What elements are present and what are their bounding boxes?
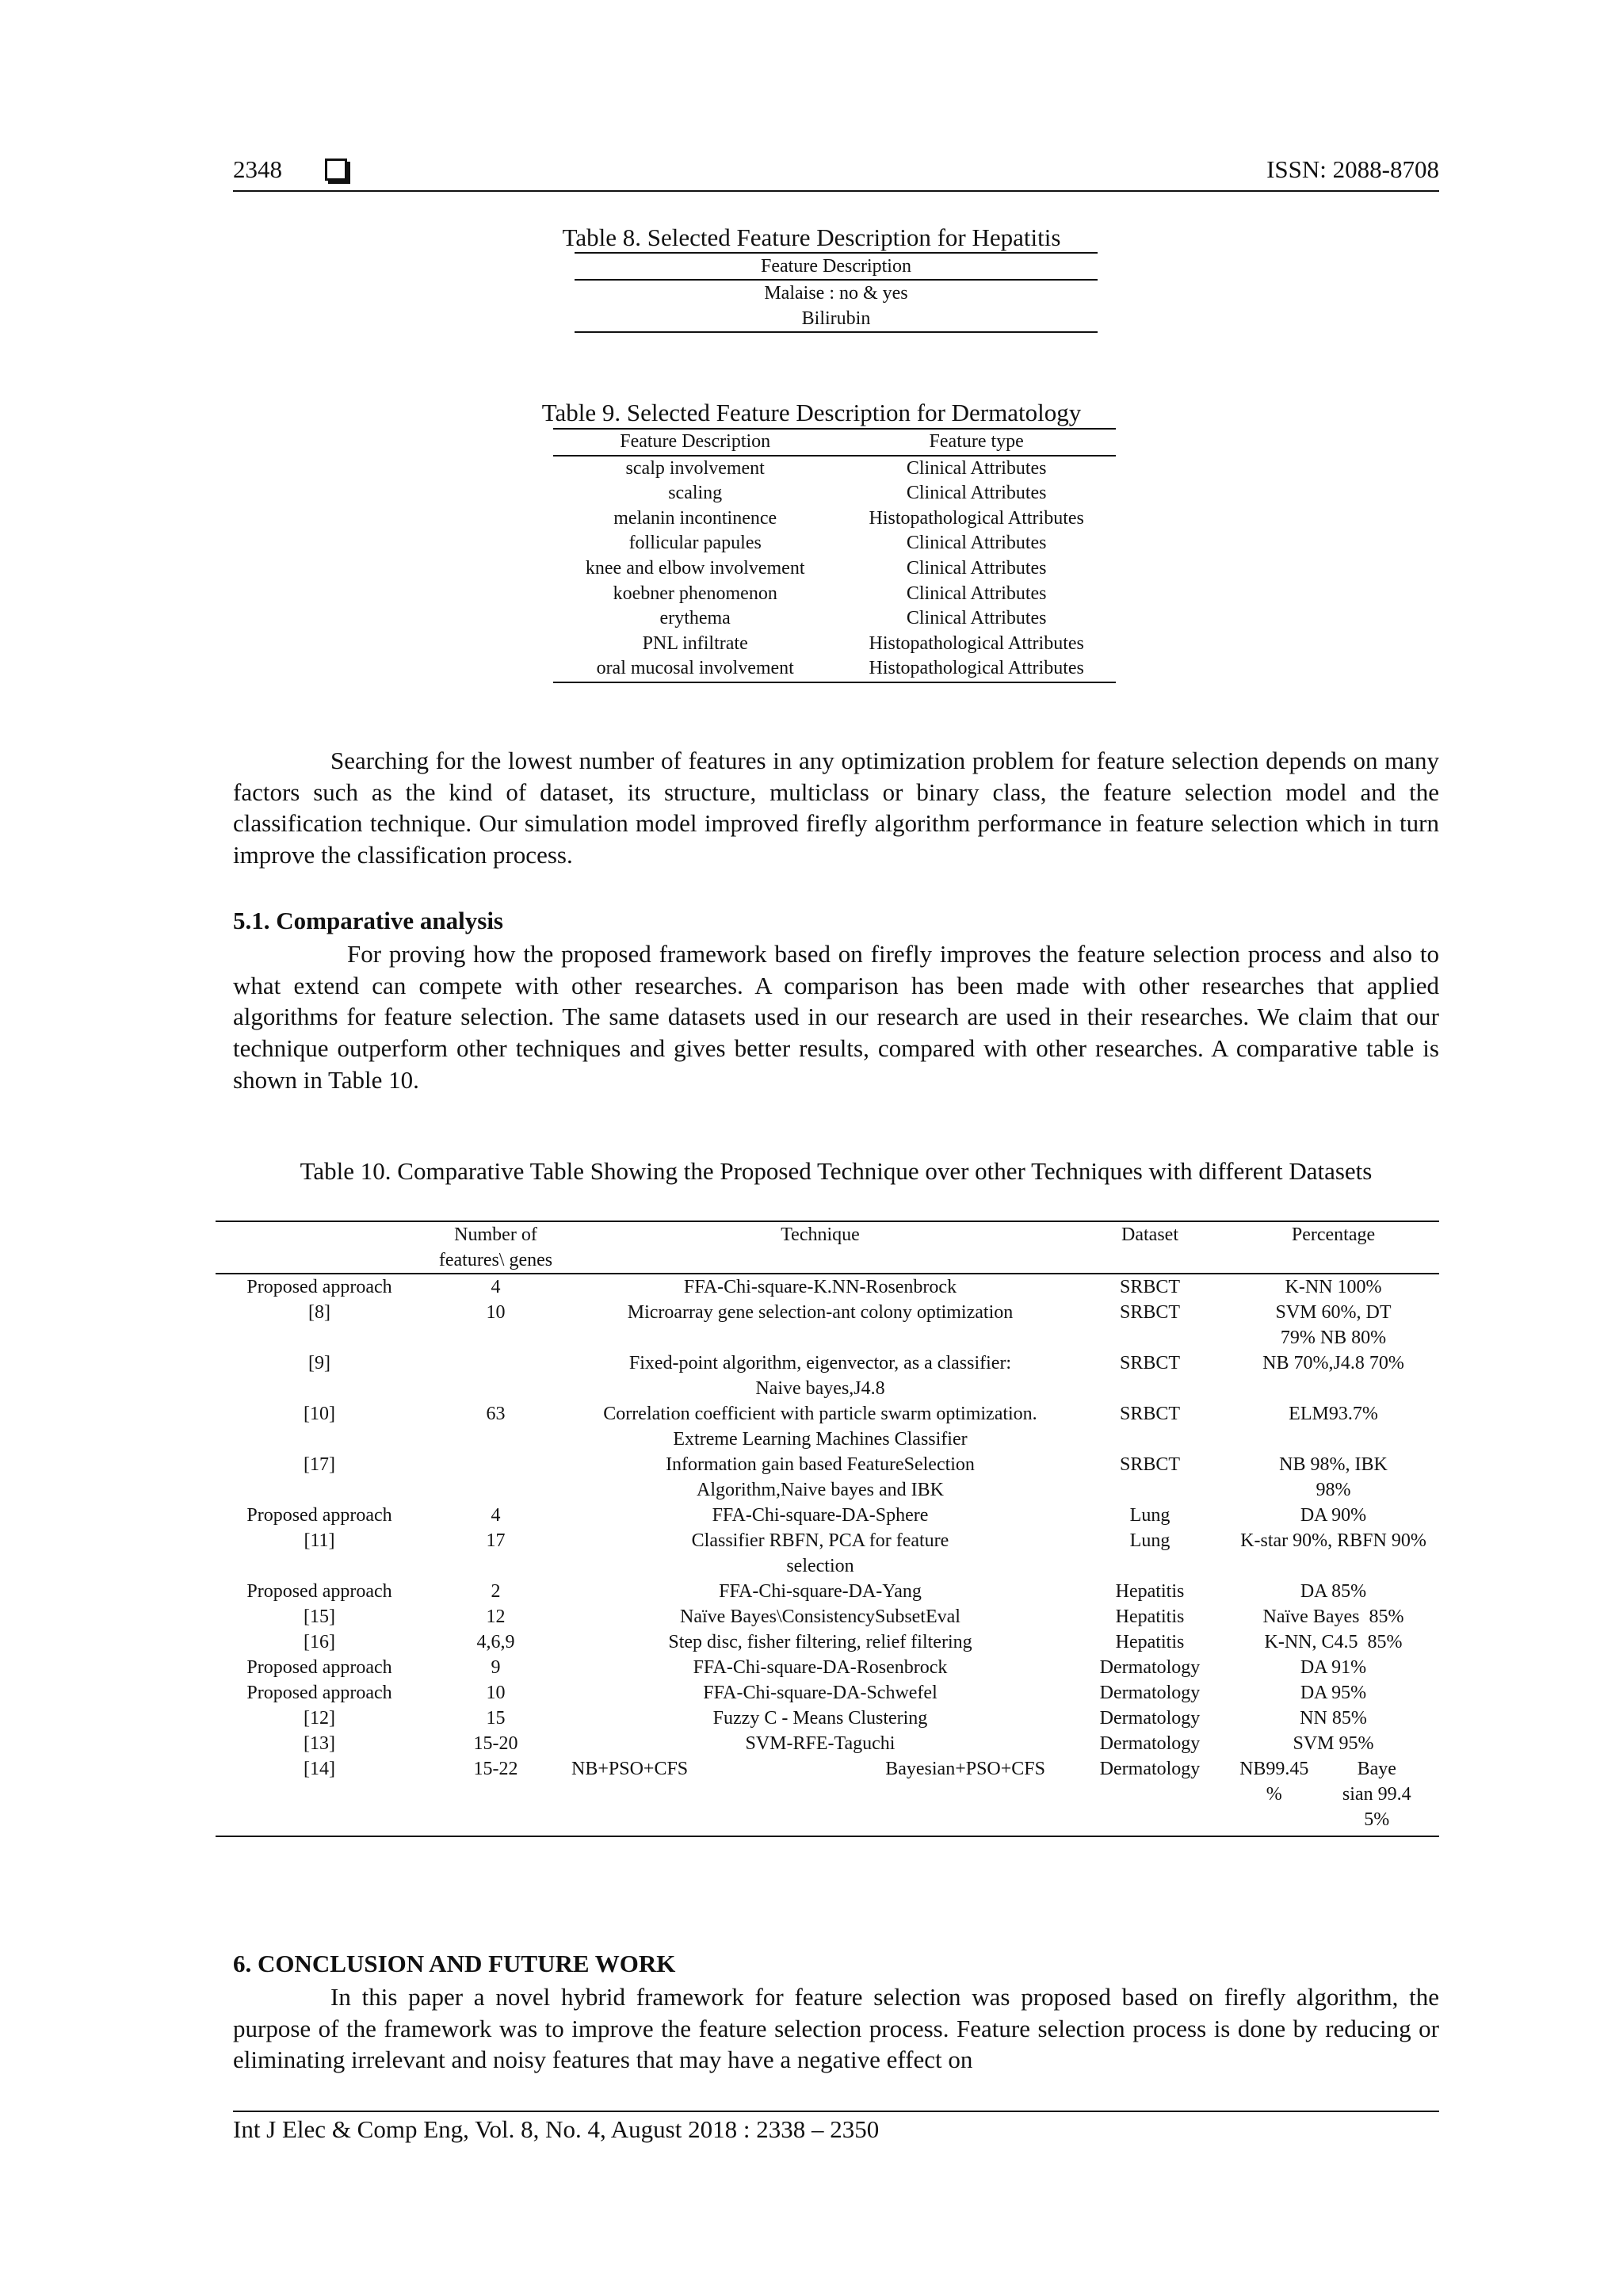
- table-row: [216, 1350, 1439, 1401]
- dataset-cell: SRBCT: [1119, 1302, 1181, 1323]
- percentage-cell: K-NN, C4.5 85%: [1264, 1632, 1403, 1652]
- dataset-cell: Hepatitis: [1115, 1581, 1185, 1602]
- dataset-cell: SRBCT: [1119, 1353, 1181, 1373]
- percentage-cell: DA 90%: [1300, 1505, 1367, 1526]
- technique-cell: FFA-Chi-square-DA-Yang: [719, 1581, 922, 1602]
- features-cell: 15: [486, 1708, 506, 1729]
- table10: [216, 1221, 1439, 1837]
- technique-part: Bayesian+PSO+CFS: [885, 1759, 1045, 1779]
- dataset-cell: Hepatitis: [1115, 1606, 1185, 1627]
- features-cell: 10: [486, 1302, 506, 1323]
- table9-header: Feature Description: [553, 429, 837, 456]
- ref-cell: [17]: [304, 1454, 335, 1475]
- features-cell: 9: [491, 1657, 501, 1678]
- ref-cell: [12]: [304, 1708, 335, 1729]
- table9-cell: Clinical Attributes: [906, 557, 1047, 579]
- ref-cell: [16]: [304, 1632, 335, 1652]
- features-cell: 15-22: [473, 1759, 518, 1779]
- table9-cell: Clinical Attributes: [906, 533, 1047, 554]
- table9-caption: Table 9. Selected Feature Description for Dermatology: [541, 399, 1082, 426]
- features-cell: 15-20: [473, 1733, 518, 1754]
- table10-header: Technique: [568, 1221, 1072, 1274]
- table9: [553, 428, 1116, 683]
- dataset-cell: SRBCT: [1119, 1404, 1181, 1424]
- table-row: [216, 1706, 1439, 1731]
- percentage-cell: SVM 60%, DT 79% NB 80%: [1275, 1302, 1392, 1348]
- features-cell: 10: [486, 1683, 506, 1703]
- table10-caption: Table 10. Comparative Table Showing the Proposed Technique over other Techniques with different Datasets: [300, 1157, 1373, 1185]
- table8: [575, 252, 1098, 333]
- table9-cell: Clinical Attributes: [906, 457, 1047, 479]
- dataset-cell: Dermatology: [1099, 1759, 1201, 1779]
- dataset-cell: Lung: [1129, 1530, 1170, 1551]
- technique-cell: [568, 1756, 1072, 1836]
- table8-caption: Table 8. Selected Feature Description for Hepatitis: [562, 223, 1061, 251]
- dataset-cell: SRBCT: [1119, 1277, 1181, 1297]
- table-row: [216, 1629, 1439, 1655]
- table9-cell: melanin incontinence: [613, 507, 777, 529]
- dataset-cell: SRBCT: [1119, 1454, 1181, 1475]
- table9-cell: Histopathological Attributes: [869, 632, 1084, 654]
- dataset-cell: Dermatology: [1099, 1657, 1201, 1678]
- percentage-cell: ELM93.7%: [1289, 1404, 1378, 1424]
- features-cell: [423, 1350, 568, 1401]
- table9-cell: Histopathological Attributes: [869, 507, 1084, 529]
- table10-header: Dataset: [1072, 1221, 1228, 1274]
- table-row: [216, 1401, 1439, 1452]
- page-footer: Int J Elec & Comp Eng, Vol. 8, No. 4, August 2018 : 2338 – 2350: [233, 2111, 1439, 2144]
- table9-cell: Clinical Attributes: [906, 483, 1047, 504]
- table10-header: [216, 1221, 423, 1274]
- ref-cell: [11]: [304, 1530, 335, 1551]
- percentage-cell: DA 91%: [1300, 1657, 1367, 1678]
- issn: ISSN: 2088-8708: [1266, 155, 1439, 183]
- dataset-cell: Hepatitis: [1115, 1632, 1185, 1652]
- table9-cell: knee and elbow involvement: [585, 557, 805, 579]
- percentage-cell: NN 85%: [1300, 1708, 1367, 1729]
- table-row: [216, 1579, 1439, 1604]
- percentage-part: Baye sian 99.4 5%: [1342, 1759, 1411, 1830]
- technique-cell: Naïve Bayes\ConsistencySubsetEval: [680, 1606, 960, 1627]
- percentage-cell: NB 98%, IBK 98%: [1279, 1454, 1388, 1500]
- table9-cell: Clinical Attributes: [906, 583, 1047, 604]
- dataset-cell: Dermatology: [1099, 1733, 1201, 1754]
- ref-cell: [8]: [308, 1302, 330, 1323]
- technique-part: NB+PSO+CFS: [571, 1759, 689, 1779]
- table-row: [216, 1452, 1439, 1503]
- ref-cell: [13]: [304, 1733, 335, 1754]
- table9-cell: follicular papules: [628, 533, 762, 554]
- ref-cell: [9]: [308, 1353, 330, 1373]
- body-paragraph: For proving how the proposed framework based on firefly improves the feature selection process and also to what extend can compete with other researches. A comparison has been made with other researches that applied algorithms for feature selection. The same datasets used in our research are used in their researches. We claim that our technique outperform other techniques and gives better results, compared with other researches. A comparative table is shown in Table 10.: [233, 940, 1439, 1094]
- dataset-cell: Dermatology: [1099, 1708, 1201, 1729]
- ref-cell: Proposed approach: [246, 1581, 392, 1602]
- box-icon: [325, 159, 347, 181]
- technique-cell: FFA-Chi-square-DA-Schwefel: [703, 1683, 938, 1703]
- table-row: [216, 1274, 1439, 1300]
- features-cell: 4,6,9: [476, 1632, 515, 1652]
- page-header: [233, 155, 1439, 192]
- ref-cell: Proposed approach: [246, 1657, 392, 1678]
- table9-cell: Histopathological Attributes: [837, 656, 1116, 682]
- features-cell: 17: [486, 1530, 506, 1551]
- technique-cell: Fixed-point algorithm, eigenvector, as a classifier: Naive bayes,J4.8: [628, 1353, 1012, 1399]
- technique-cell: Correlation coefficient with particle swarm optimization. Extreme Learning Machines Classifier: [603, 1404, 1037, 1450]
- features-cell: 2: [491, 1581, 501, 1602]
- technique-cell: Step disc, fisher filtering, relief filtering: [668, 1632, 972, 1652]
- ref-cell: Proposed approach: [246, 1505, 392, 1526]
- table10-header: Percentage: [1228, 1221, 1439, 1274]
- percentage-cell: SVM 95%: [1293, 1733, 1374, 1754]
- percentage-part: NB99.45 %: [1239, 1759, 1309, 1805]
- dataset-cell: Dermatology: [1099, 1683, 1201, 1703]
- percentage-cell: [1228, 1756, 1439, 1836]
- ref-cell: Proposed approach: [246, 1683, 392, 1703]
- table9-cell: Clinical Attributes: [906, 608, 1047, 629]
- ref-cell: [14]: [304, 1759, 335, 1779]
- table9-header: Feature type: [837, 429, 1116, 456]
- percentage-cell: DA 95%: [1300, 1683, 1367, 1703]
- features-cell: 63: [486, 1404, 506, 1424]
- table-row: [216, 1680, 1439, 1706]
- table8-cell: Malaise : no & yes: [764, 283, 908, 304]
- features-cell: 12: [486, 1606, 506, 1627]
- table-row: [216, 1756, 1439, 1836]
- table9-cell: PNL infiltrate: [642, 632, 748, 654]
- technique-cell: Information gain based FeatureSelection Algorithm,Naive bayes and IBK: [666, 1454, 975, 1500]
- table10-header: Number of features\ genes: [423, 1221, 568, 1274]
- table8-cell: Bilirubin: [575, 306, 1098, 332]
- table9-cell: erythema: [659, 608, 731, 629]
- section-heading: 6. CONCLUSION AND FUTURE WORK: [233, 1950, 676, 1977]
- body-paragraph: In this paper a novel hybrid framework for feature selection was proposed based on firefly algorithm, the purpose of the framework was to improve the feature selection process. Feature selection process is done by reducing or eliminating irrelevant and noisy features that may have a negative effect on: [233, 1983, 1439, 2074]
- technique-cell: FFA-Chi-square-DA-Sphere: [712, 1505, 929, 1526]
- table9-cell: scaling: [668, 483, 723, 504]
- table9-cell: koebner phenomenon: [613, 583, 777, 604]
- features-cell: 4: [491, 1277, 501, 1297]
- features-cell: [423, 1452, 568, 1503]
- technique-cell: FFA-Chi-square-K.NN-Rosenbrock: [683, 1277, 957, 1297]
- percentage-cell: Naïve Bayes 85%: [1262, 1606, 1404, 1627]
- body-paragraph: Searching for the lowest number of features in any optimization problem for feature selection depends on many factors such as the kind of dataset, its structure, multiclass or binary class, the feature selection model and the classification technique. Our simulation model improved firefly algorithm performance in feature selection which in turn improve the classification process.: [233, 747, 1439, 869]
- ref-cell: [15]: [304, 1606, 335, 1627]
- table8-header: Feature Description: [575, 253, 1098, 280]
- table-row: [216, 1655, 1439, 1680]
- technique-cell: SVM-RFE-Taguchi: [745, 1733, 896, 1754]
- technique-cell: FFA-Chi-square-DA-Rosenbrock: [693, 1657, 948, 1678]
- technique-cell: Microarray gene selection-ant colony optimization: [627, 1302, 1014, 1323]
- table-row: [216, 1528, 1439, 1579]
- features-cell: 4: [491, 1505, 501, 1526]
- ref-cell: Proposed approach: [246, 1277, 392, 1297]
- percentage-cell: DA 85%: [1300, 1581, 1367, 1602]
- technique-cell: Fuzzy C - Means Clustering: [712, 1708, 928, 1729]
- table-row: [216, 1300, 1439, 1350]
- table9-cell: scalp involvement: [625, 457, 765, 479]
- dataset-cell: Lung: [1129, 1505, 1170, 1526]
- percentage-cell: K-star 90%, RBFN 90%: [1240, 1530, 1426, 1551]
- technique-cell: Classifier RBFN, PCA for feature selection: [691, 1530, 949, 1576]
- percentage-cell: K-NN 100%: [1285, 1277, 1382, 1297]
- table-row: [216, 1604, 1439, 1629]
- ref-cell: [10]: [304, 1404, 335, 1424]
- page-number: 2348: [233, 155, 282, 183]
- percentage-cell: NB 70%,J4.8 70%: [1262, 1353, 1404, 1373]
- section-heading: 5.1. Comparative analysis: [233, 907, 503, 934]
- table-row: [216, 1503, 1439, 1528]
- table9-cell: oral mucosal involvement: [553, 656, 837, 682]
- table-row: [216, 1731, 1439, 1756]
